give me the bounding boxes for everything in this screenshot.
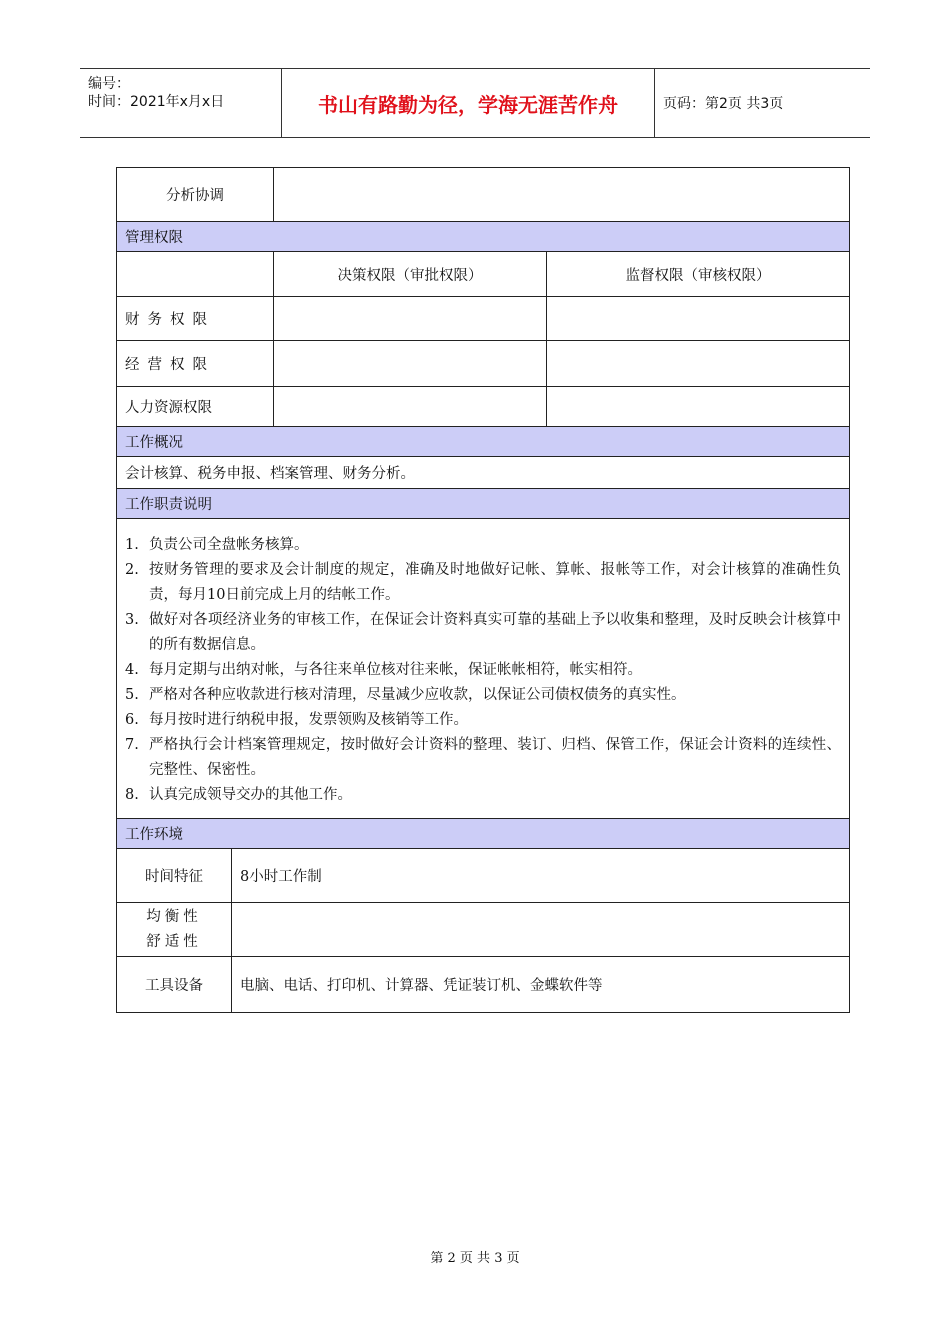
hr-authority-label: 人力资源权限 — [117, 387, 274, 427]
authority-section-title: 管理权限 — [117, 222, 850, 252]
time-label: 时间特征 — [117, 849, 232, 903]
hr-authority-row — [117, 387, 850, 427]
job-description-table — [116, 167, 850, 1013]
duties-list — [125, 519, 841, 818]
header-motto: 书山有路勤为径，学海无涯苦作舟 — [282, 69, 655, 137]
duty-item — [125, 608, 841, 658]
duty-number: 5. — [125, 687, 139, 703]
authority-header-row — [117, 252, 850, 297]
supervise-authority-header: 监督权限（审核权限） — [547, 252, 850, 297]
duty-text: 认真完成领导交办的其他工作。 — [149, 787, 352, 803]
page-header — [80, 68, 870, 138]
duty-number: 1. — [125, 537, 139, 553]
header-meta — [80, 69, 282, 137]
time-row — [117, 849, 850, 903]
duty-text: 每月定期与出纳对帐，与各往来单位核对往来帐，保证帐帐相符，帐实相符。 — [149, 662, 642, 678]
duty-item — [125, 708, 841, 733]
overview-section-title: 工作概况 — [117, 427, 850, 457]
duty-text: 每月按时进行纳税申报，发票领购及核销等工作。 — [149, 712, 468, 728]
decision-authority-header: 决策权限（审批权限） — [274, 252, 547, 297]
duties-section-title: 工作职责说明 — [117, 489, 850, 519]
finance-authority-row — [117, 297, 850, 341]
duty-number: 3. — [125, 612, 139, 628]
duty-item — [125, 783, 841, 808]
balance-value — [232, 903, 850, 957]
authority-header-blank — [117, 252, 274, 297]
overview-section-row — [117, 427, 850, 457]
balance-label-line2: 舒适性 — [146, 933, 202, 950]
overview-text: 会计核算、税务申报、档案管理、财务分析。 — [117, 457, 850, 489]
tools-label: 工具设备 — [117, 957, 232, 1013]
duty-item — [125, 683, 841, 708]
duty-text: 负责公司全盘帐务核算。 — [149, 537, 309, 553]
finance-decision-cell — [274, 297, 547, 341]
header-page-info: 页码：第2页 共3页 — [663, 96, 784, 112]
duty-item — [125, 658, 841, 683]
duty-number: 8. — [125, 787, 139, 803]
hr-supervise-cell — [547, 387, 850, 427]
tools-value: 电脑、电话、打印机、计算器、凭证装订机、金蝶软件等 — [232, 957, 850, 1013]
document-date: 时间：2021年x月x日 — [88, 94, 225, 110]
duty-text: 严格执行会计档案管理规定，按时做好会计资料的整理、装订、归档、保管工作，保证会计资料的连续性、完整性、保密性。 — [149, 737, 841, 778]
operation-decision-cell — [274, 341, 547, 387]
authority-section-row — [117, 222, 850, 252]
tools-row — [117, 957, 850, 1013]
duty-item — [125, 533, 841, 558]
duty-number: 4. — [125, 662, 139, 678]
environment-section-row — [117, 819, 850, 849]
operation-supervise-cell — [547, 341, 850, 387]
environment-section-title: 工作环境 — [117, 819, 850, 849]
overview-row — [117, 457, 850, 489]
analysis-row — [117, 168, 850, 222]
duty-item — [125, 558, 841, 608]
page-footer: 第 2 页 共 3 页 — [430, 1251, 520, 1266]
duties-row — [117, 519, 850, 819]
duty-number: 2. — [125, 562, 139, 578]
duty-text: 按财务管理的要求及会计制度的规定，准确及时地做好记帐、算帐、报帐等工作，对会计核算的准确性负责，每月10日前完成上月的结帐工作。 — [149, 562, 841, 603]
operation-authority-label: 经营权限 — [117, 341, 274, 387]
duty-number: 6. — [125, 712, 139, 728]
hr-decision-cell — [274, 387, 547, 427]
balance-row — [117, 903, 850, 957]
duty-number: 7. — [125, 737, 139, 753]
finance-supervise-cell — [547, 297, 850, 341]
finance-authority-label: 财务权限 — [117, 297, 274, 341]
duties-section-row — [117, 489, 850, 519]
analysis-value — [274, 168, 850, 222]
balance-label — [117, 903, 232, 957]
duty-text: 严格对各种应收款进行核对清理，尽量减少应收款，以保证公司债权债务的真实性。 — [149, 687, 686, 703]
time-value: 8小时工作制 — [232, 849, 850, 903]
document-number-label: 编号： — [88, 76, 130, 92]
balance-label-line1: 均衡性 — [146, 908, 202, 925]
operation-authority-row — [117, 341, 850, 387]
duties-cell — [117, 519, 850, 819]
analysis-label: 分析协调 — [117, 168, 274, 222]
duty-item — [125, 733, 841, 783]
duty-text: 做好对各项经济业务的审核工作，在保证会计资料真实可靠的基础上予以收集和整理，及时反映会计核算中的所有数据信息。 — [149, 612, 841, 653]
